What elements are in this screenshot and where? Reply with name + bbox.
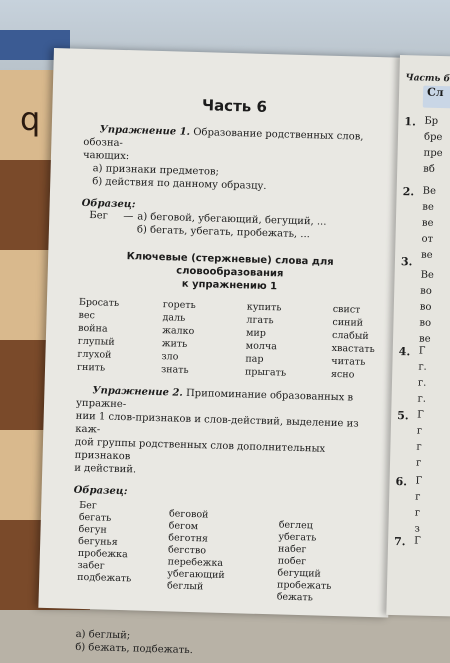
right-item-fragment: г: [415, 457, 422, 469]
right-item-fragment: Г: [417, 409, 424, 421]
exercise1-item: а) признаки предметов;: [92, 163, 220, 178]
keyword: глупый: [77, 335, 115, 348]
keyword: купить: [246, 301, 282, 314]
sample-word: Бег: [89, 210, 108, 222]
right-item-fragment: Г: [418, 345, 426, 357]
sample2-word: убегающий: [167, 568, 225, 581]
board-letter: q: [20, 100, 41, 138]
right-item-number: 2.: [402, 185, 415, 199]
sample2-word: беготня: [168, 532, 209, 545]
right-item-fragment: от: [421, 233, 434, 245]
part-title: Часть 6: [201, 96, 268, 116]
sample2-word: беговой: [168, 508, 209, 521]
right-item-fragment: г.: [418, 361, 427, 373]
page-content: [69, 93, 385, 662]
right-item-number: 5.: [397, 409, 409, 423]
sample2-word: бегущий: [277, 567, 321, 580]
right-item-fragment: Г: [413, 535, 421, 547]
right-item-number: 3.: [400, 255, 413, 269]
sample2-word: бегун: [78, 523, 107, 536]
sample2-word: подбежать: [77, 571, 132, 585]
right-item-number: 7.: [393, 535, 406, 549]
right-item-fragment: г: [416, 441, 422, 453]
keyword: глухой: [77, 348, 112, 361]
keyword: война: [78, 322, 108, 335]
right-page-header: Часть б: [405, 73, 450, 85]
right-item-number: 1.: [404, 115, 417, 129]
sample2-word: бегунья: [78, 535, 118, 548]
right-item-fragment: бре: [423, 131, 443, 144]
keywords-heading: [79, 249, 380, 296]
keyword: прыгать: [244, 366, 287, 379]
right-item-fragment: г: [416, 425, 423, 437]
right-item-fragment: Г: [415, 475, 423, 487]
exercise2-label: Упражнение 2.: [92, 385, 183, 399]
keyword: лгать: [246, 314, 274, 327]
sample2-word: беглец: [278, 519, 314, 532]
sample2-col1: [77, 500, 133, 585]
sample2-word: перебежка: [167, 556, 224, 569]
sample2-word: убегать: [278, 531, 317, 544]
keywords-table: [77, 296, 379, 382]
keyword: синий: [332, 316, 364, 329]
right-item-fragment: ве: [420, 249, 433, 261]
keyword: читать: [331, 355, 366, 368]
sample2-label: Образец:: [73, 484, 128, 498]
keyword: даль: [162, 312, 186, 324]
keyword: ясно: [330, 368, 355, 381]
sample2-word: набег: [277, 543, 307, 556]
keyword: гнить: [76, 361, 106, 374]
exercise2-text: нии 1 слов-признаков и слов-действий, выделение из каж-: [75, 410, 359, 436]
right-item-fragment: г: [414, 507, 421, 519]
answer-line: а) беглый;: [75, 628, 131, 642]
keyword: мир: [245, 327, 267, 340]
keyword: вес: [78, 309, 95, 322]
right-item-fragment: вб: [423, 163, 436, 175]
sample2-word: пробежать: [276, 579, 332, 592]
keyword: молча: [245, 340, 277, 353]
keyword: гореть: [162, 299, 196, 312]
right-item-number: 6.: [395, 475, 408, 489]
book-page-left: [38, 48, 403, 657]
keyword: жалко: [161, 325, 195, 338]
sample-dash: —: [123, 211, 134, 223]
keyword: жить: [161, 338, 188, 350]
right-item-number: 4.: [398, 345, 411, 359]
exercise2-text: дой группы родственных слов дополнительных признаков: [74, 436, 326, 463]
sample2-word: побег: [277, 555, 307, 568]
right-item-fragment: во: [419, 317, 432, 329]
exercise2-text: Припоминание образованных в упражне-: [75, 387, 354, 411]
sample2-col3: [277, 519, 334, 604]
sample2-word: забег: [77, 559, 105, 572]
right-item-fragment: з: [414, 523, 421, 535]
keyword: Бросать: [78, 296, 120, 309]
right-item-fragment: Ве: [420, 269, 435, 281]
answer-line: б) бежать, подбежать.: [75, 641, 194, 657]
exercise1-label: Упражнение 1.: [99, 124, 191, 138]
right-item-fragment: ве: [422, 201, 434, 213]
exercise1-item: б) действия по данному образцу.: [92, 176, 267, 192]
sample2-word: бегство: [167, 544, 207, 557]
right-item-fragment: г.: [417, 393, 427, 405]
right-page-badge: Сл: [423, 86, 450, 109]
sample-label: Образец:: [81, 197, 136, 211]
right-item-fragment: г.: [417, 377, 427, 389]
right-item-fragment: Ве: [422, 185, 437, 197]
keywords-heading-line: к упражнению 1: [181, 278, 278, 293]
right-item-fragment: г: [415, 491, 421, 503]
sample2-columns: [70, 500, 373, 620]
keyword: пар: [245, 353, 264, 365]
sample-line-a: а) беговой, убегающий, бегущий, ...: [137, 211, 327, 228]
right-item-fragment: Бр: [424, 115, 439, 127]
sample-line-b: б) бегать, убегать, пробежать, ...: [136, 224, 311, 241]
right-item-fragment: ве: [421, 217, 434, 229]
right-item-fragment: ве: [418, 333, 431, 345]
right-item-fragment: во: [419, 301, 432, 313]
keywords-heading-line: Ключевые (стержневые) слова для словообразования: [126, 251, 334, 280]
exercise1-text-cont: чающих:: [82, 149, 130, 163]
right-item-fragment: пре: [423, 147, 443, 160]
keyword: знать: [160, 364, 189, 376]
exercise1: [82, 123, 384, 196]
exercise2: [74, 384, 376, 483]
exercise2-text: и действий.: [74, 462, 137, 476]
sample2-word: бегать: [78, 511, 112, 524]
keyword: зло: [161, 351, 179, 363]
sample2-word: бежать: [276, 591, 314, 604]
right-item-fragment: во: [420, 285, 433, 297]
sample2-word: бегом: [168, 520, 199, 533]
keyword: хвастать: [331, 342, 375, 356]
sample2-col2: [167, 508, 227, 594]
exercise1-text: Образование родственных слов, обозна-: [83, 126, 364, 149]
sample2-word: беглый: [166, 580, 204, 593]
sample2-answers: [69, 628, 370, 662]
sample2-word: пробежка: [77, 547, 128, 561]
keyword: свист: [332, 303, 361, 316]
keyword: слабый: [331, 329, 369, 342]
sample2-word: Бег: [79, 499, 97, 512]
